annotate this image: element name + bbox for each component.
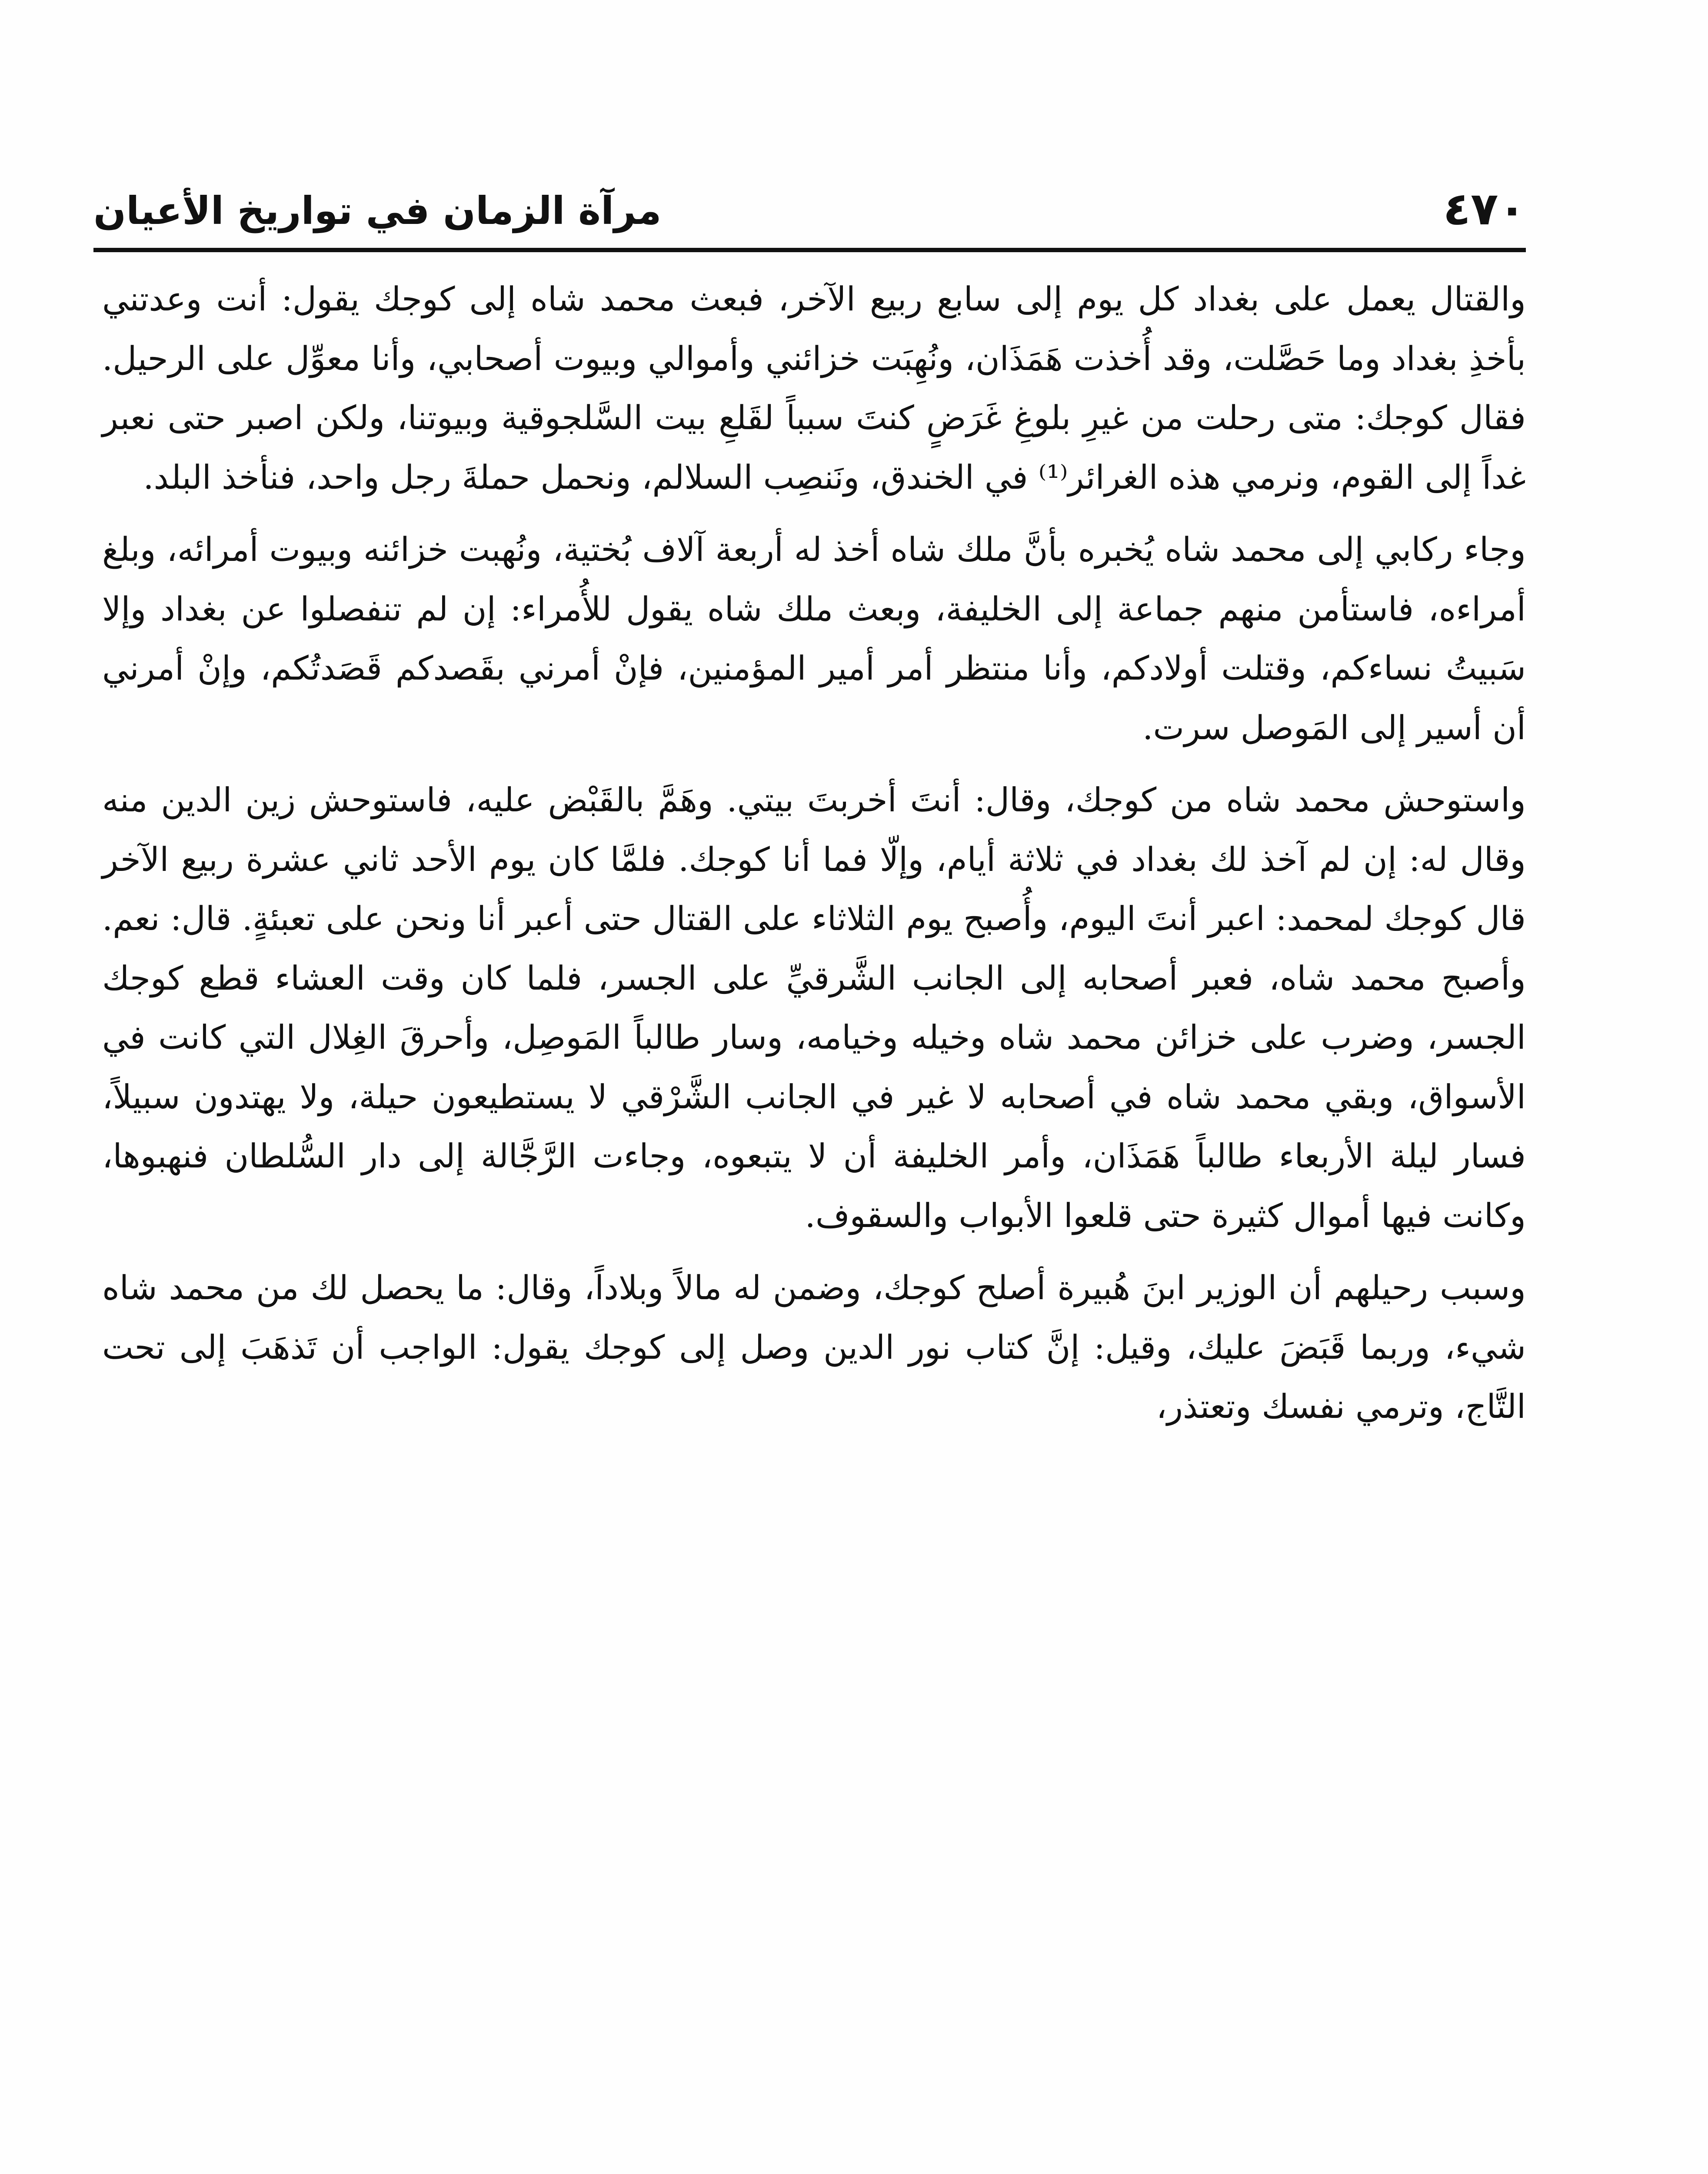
header-rule (93, 248, 1526, 252)
paragraph: وسبب رحيلهم أن الوزير ابنَ هُبيرة أصلح كوجك، وضمن له مالاً وبلاداً، وقال: ما يحصل لك من محمد شاه شيء، وربما قَبَضَ عليك، وقيل: إنَّ كتاب نور الدين وصل إلى كوجك يقول: الواجب أن تَذهَبَ إلى تحت التَّاج، وترمي نفسك وتعتذر، (102, 1268, 1526, 1426)
main-text (102, 270, 1526, 1450)
paragraph: واستوحش محمد شاه من كوجك، وقال: أنتَ أخربتَ بيتي. وهَمَّ بالقَبْض عليه، فاستوحش زين الدين منه وقال له: إن لم آخذ لك بغداد في ثلاثة أيام، وإلّا فما أنا كوجك. فلمَّا كان يوم الأحد ثاني عشرة ربيع الآخر قال كوجك لمحمد: اعبر أنتَ اليوم، وأُصبح يوم الثلاثاء على القتال حتى أعبر أنا ونحن على تعبئةٍ. قال: نعم. وأصبح محمد شاه، فعبر أصحابه إلى الجانب الشَّرقيِّ على الجسر، فلما كان وقت العشاء قطع كوجك الجسر، وضرب على خزائن محمد شاه وخيله وخيامه، وسار طالباً المَوصِل، وأحرقَ الغِلال التي كانت في الأسواق، وبقي محمد شاه في أصحابه لا غير في الجانب الشَّرْقي لا يستطيعون حيلة، ولا يهتدون سبيلاً، فسار ليلة الأربعاء طالباً هَمَذَان، وأمر الخليفة أن لا يتبعوه، وجاءت الرَّجَّالة إلى دار السُّلطان فنهبوها، وكانت فيها أموال كثيرة حتى قلعوا الأبواب والسقوف. (102, 780, 1526, 1235)
page-number: ٤٧٠ (1443, 182, 1526, 235)
running-book-title: مرآة الزمان في تواريخ الأعيان (93, 188, 662, 233)
paragraph: وجاء ركابي إلى محمد شاه يُخبره بأنَّ ملك شاه أخذ له أربعة آلاف بُختية، ونُهبت خزائنه وبيوت أمرائه، وبلغ أمراءه، فاستأمن منهم جماعة إلى الخليفة، وبعث ملك شاه يقول للأُمراء: إن لم تنفصلوا عن بغداد وإلا سَبيتُ نساءكم، وقتلت أولادكم، وأنا منتظر أمر أمير المؤمنين، فإنْ أمرني بقَصدكم قَصَدتُكم، وإنْ أمرني أن أسير إلى المَوصل سرت. (102, 530, 1526, 747)
paragraph: والقتال يعمل على بغداد كل يوم إلى سابع ربيع الآخر، فبعث محمد شاه إلى كوجك يقول: أنت وعدتني بأخذِ بغداد وما حَصَّلت، وقد أُخذت هَمَذَان، ونُهِبَت خزائني وأموالي وبيوت أصحابي، وأنا معوِّل على الرحيل. فقال كوجك: متى رحلت من غيرِ بلوغِ غَرَضٍ كنتَ سبباً لقَلعِ بيت السَّلجوقية وبيوتنا، ولكن اصبر حتى نعبر غداً إلى القوم، ونرمي هذه الغرائر⁽¹⁾ في الخندق، ونَنصِب السلالم، ونحمل حملةَ رجل واحد، فنأخذ البلد. (102, 280, 1526, 497)
